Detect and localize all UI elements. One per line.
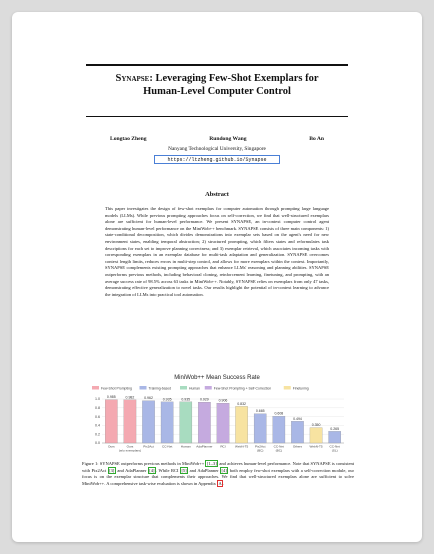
bar-value-label: 0.265 xyxy=(330,426,340,431)
caption-text: . While RCI xyxy=(156,467,180,473)
bar-value-label: 0.494 xyxy=(293,416,302,421)
legend-label: Finetuning xyxy=(292,386,309,391)
bar xyxy=(161,402,173,443)
bar xyxy=(142,401,154,443)
paper-title xyxy=(72,72,362,98)
bar xyxy=(217,403,229,443)
paper-page xyxy=(12,12,422,542)
abstract-text: This paper investigates the design of few-shot exemplars for computer automation through prompting large language models (LLMs). While previous prompting approaches focus on self-correction, we find that well-structured exemplars alone are sufficient for human-level performance. We present SYNAPSE, an in-context computer control agent demonstrating human-level performance on the MiniWob++ benchmark. SYNAPSE consists of three main components: 1) state-conditional decomposition, which divides demonstrations into exemplar sets based on the agent's need for new environment states, enabling temporal abstraction; 2) structured prompting, which filters states and reformulates task descriptions for each set to improve planning correctness; and 3) exemplar retrieval, which associates incoming tasks with corresponding exemplars in an exemplar database for multi-task adaptation and generalization. SYNAPSE overcomes context length limits, reduces errors in multi-step control, and allows for more exemplars within the context. Importantly, SYNAPSE complements existing prompting approaches that enhance LLMs' reasoning and planning abilities. SYNAPSE outperforms previous methods, including behavioral cloning, reinforcement learning, finetuning, and prompting, with an average success rate of 98.5% across 63 tasks in MiniWob++. Notably, SYNAPSE relies on exemplars from only 47 tasks, demonstrating effective generalization to novel tasks. Our results highlight the potential of in-context learning to advance the integration of LLMs into practical tool automation. xyxy=(105,206,329,297)
x-tick-label: AdaPlanner xyxy=(196,444,213,449)
bar xyxy=(291,421,303,443)
x-tick-label: Pix2Act xyxy=(143,444,154,449)
y-tick-label: 0.6 xyxy=(95,414,100,419)
caption-text: SYNAPSE outperforms previous methods in MiniWob++ xyxy=(99,461,206,466)
legend-swatch xyxy=(180,386,187,390)
title-system-name: Synapse xyxy=(115,73,150,84)
author-name: Longtao Zheng xyxy=(110,136,147,142)
chart-title: MiniWob++ Mean Success Rate xyxy=(174,375,260,381)
bar xyxy=(310,428,322,443)
x-tick-label: WebN-T5 xyxy=(309,444,323,449)
x-tick-label: RCI xyxy=(220,444,226,449)
bar-value-label: 0.929 xyxy=(200,397,209,402)
x-tick-label: CC-Net xyxy=(329,444,340,449)
citation-link[interactable]: [5] xyxy=(181,467,187,473)
title-rule-top xyxy=(86,64,348,66)
y-tick-label: 0.8 xyxy=(95,406,100,410)
x-tick-label: CC-Net xyxy=(273,444,285,449)
bar xyxy=(254,414,266,443)
title-line-1: : Leveraging Few-Shot Exemplars for xyxy=(149,73,319,84)
bar-value-label: 0.608 xyxy=(274,411,284,416)
x-tick-sublabel: (SL) xyxy=(331,448,338,453)
caption-label: Figure 1: xyxy=(82,461,100,466)
x-tick-sublabel: (BC) xyxy=(275,448,283,453)
author-list xyxy=(92,136,342,142)
x-tick-label: Human xyxy=(180,444,191,449)
x-tick-label: WebN-T5 xyxy=(235,444,249,449)
x-tick-label: Pix2Act xyxy=(254,444,266,449)
bar-value-label: 0.935 xyxy=(162,397,172,402)
citation-link[interactable]: [3] xyxy=(109,467,115,473)
caption-text: and AdaPlanner xyxy=(188,467,221,473)
legend-label: Training-based xyxy=(148,386,171,391)
legend-label: Human xyxy=(189,386,200,391)
bar xyxy=(329,431,341,443)
bar-value-label: 0.982 xyxy=(125,395,135,400)
author-name: Rundong Wang xyxy=(209,136,247,142)
x-tick-label: CC-Net xyxy=(161,444,173,449)
legend-swatch xyxy=(140,386,147,390)
project-url-link[interactable]: https://ltzheng.github.io/Synapse xyxy=(154,155,280,164)
caption-text: and AdaPlanner xyxy=(115,467,148,473)
citation-link[interactable]: [4] xyxy=(149,467,155,473)
bar xyxy=(235,406,247,443)
bar-value-label: 0.350 xyxy=(311,423,321,428)
caption-text: . xyxy=(223,480,225,486)
citation-link[interactable]: [4] xyxy=(221,467,227,473)
title-line-2: Human-Level Computer Control xyxy=(143,86,291,97)
bar-value-label: 0.665 xyxy=(255,409,265,414)
legend-label: Few-Shot Prompting + Self-Correction xyxy=(213,386,272,391)
bar-value-label: 0.935 xyxy=(181,397,191,402)
x-tick-label: Ours xyxy=(126,444,134,449)
appendix-link[interactable]: A xyxy=(218,480,222,486)
bar xyxy=(105,400,117,443)
citation-link[interactable]: [1–3] xyxy=(206,461,217,466)
y-tick-label: 0.4 xyxy=(95,423,100,428)
bar xyxy=(198,402,210,443)
caption-text: and achieves human-level performance. Note that SYNAPSE is consistent with Pix2Act xyxy=(82,461,354,473)
bar-value-label: 0.985 xyxy=(106,395,116,400)
y-tick-label: 0.0 xyxy=(95,441,100,446)
x-tick-sublabel: (w/o exemplars) xyxy=(118,448,141,453)
bar-value-label: 0.962 xyxy=(144,396,153,401)
legend-swatch xyxy=(92,386,99,390)
bar-value-label: 0.832 xyxy=(237,401,246,406)
y-tick-label: 1.0 xyxy=(95,397,100,402)
legend-label: Few-Shot Prompting xyxy=(101,386,132,391)
x-tick-sublabel: (BC) xyxy=(257,448,264,453)
legend-swatch xyxy=(205,386,212,390)
success-rate-bar-chart xyxy=(82,383,352,459)
legend-swatch xyxy=(284,386,291,390)
x-tick-label: Others xyxy=(292,444,303,449)
caption-text: both employ few-shot exemplars with a self-correction module, our focus is on the exemplar structure that complements their approaches. We find that well-structured exemplars alone are sufficient to solve MiniWob++. A comprehensive task-wise evaluation is shown in Appendix xyxy=(82,467,354,486)
bar xyxy=(124,400,136,443)
bar xyxy=(180,402,192,443)
y-tick-label: 0.2 xyxy=(95,432,100,437)
bar-value-label: 0.906 xyxy=(218,398,228,403)
bar xyxy=(273,416,285,443)
x-tick-label: Ours xyxy=(107,444,115,449)
author-name: Bo An xyxy=(309,136,324,142)
figure-caption xyxy=(82,461,354,487)
abstract-heading: Abstract xyxy=(205,191,229,198)
affiliation: Nanyang Technological University, Singapore xyxy=(168,146,266,152)
title-rule-bottom xyxy=(86,116,348,117)
